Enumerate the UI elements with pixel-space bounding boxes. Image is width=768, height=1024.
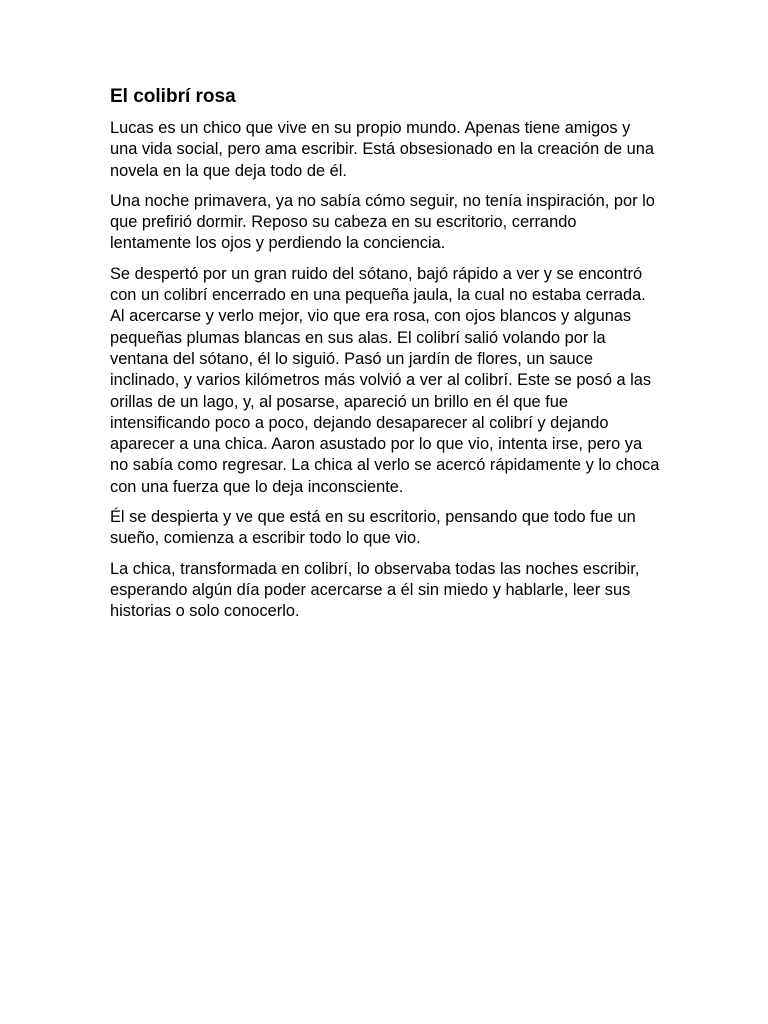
document-title: El colibrí rosa	[110, 86, 236, 107]
paragraph: La chica, transformada en colibrí, lo observaba todas las noches escribir, esperando algún día poder acercarse a él sin miedo y hablarle, leer sus historias o solo conocerlo.	[110, 559, 640, 621]
paragraph: Él se despierta y ve que está en su escritorio, pensando que todo fue un sueño, comienza a escribir todo lo que vio.	[110, 508, 636, 548]
document-body	[110, 85, 662, 632]
paragraph: Se despertó por un gran ruido del sótano, bajó rápido a ver y se encontró con un colibrí encerrado en una pequeña jaula, la cual no estaba cerrada. Al acercarse y verlo mejor, vio que era rosa, con ojos blancos y algunas pequeñas plumas blancas en sus alas. El colibrí salió volando por la ventana del sótano, él lo siguió. Pasó un jardín de flores, un sauce inclinado, y varios kilómetros más volvió a ver al colibrí. Este se posó a las orillas de un lago, y, al posarse, apareció un brillo en él que fue intensificando poco a poco, dejando desaparecer al colibrí y dejando aparecer a una chica. Aaron asustado por lo que vio, intenta irse, pero ya no sabía como regresar. La chica al verlo se acercó rápidamente y lo choca con una fuerza que lo deja inconsciente.	[110, 264, 660, 496]
paragraph: Una noche primavera, ya no sabía cómo seguir, no tenía inspiración, por lo que prefirió dormir. Reposo su cabeza en su escritorio, cerrando lentamente los ojos y perdiendo la conciencia.	[110, 191, 655, 253]
paragraph: Lucas es un chico que vive en su propio mundo. Apenas tiene amigos y una vida social, pero ama escribir. Está obsesionado en la creación de una novela en la que deja todo de él.	[110, 119, 654, 180]
